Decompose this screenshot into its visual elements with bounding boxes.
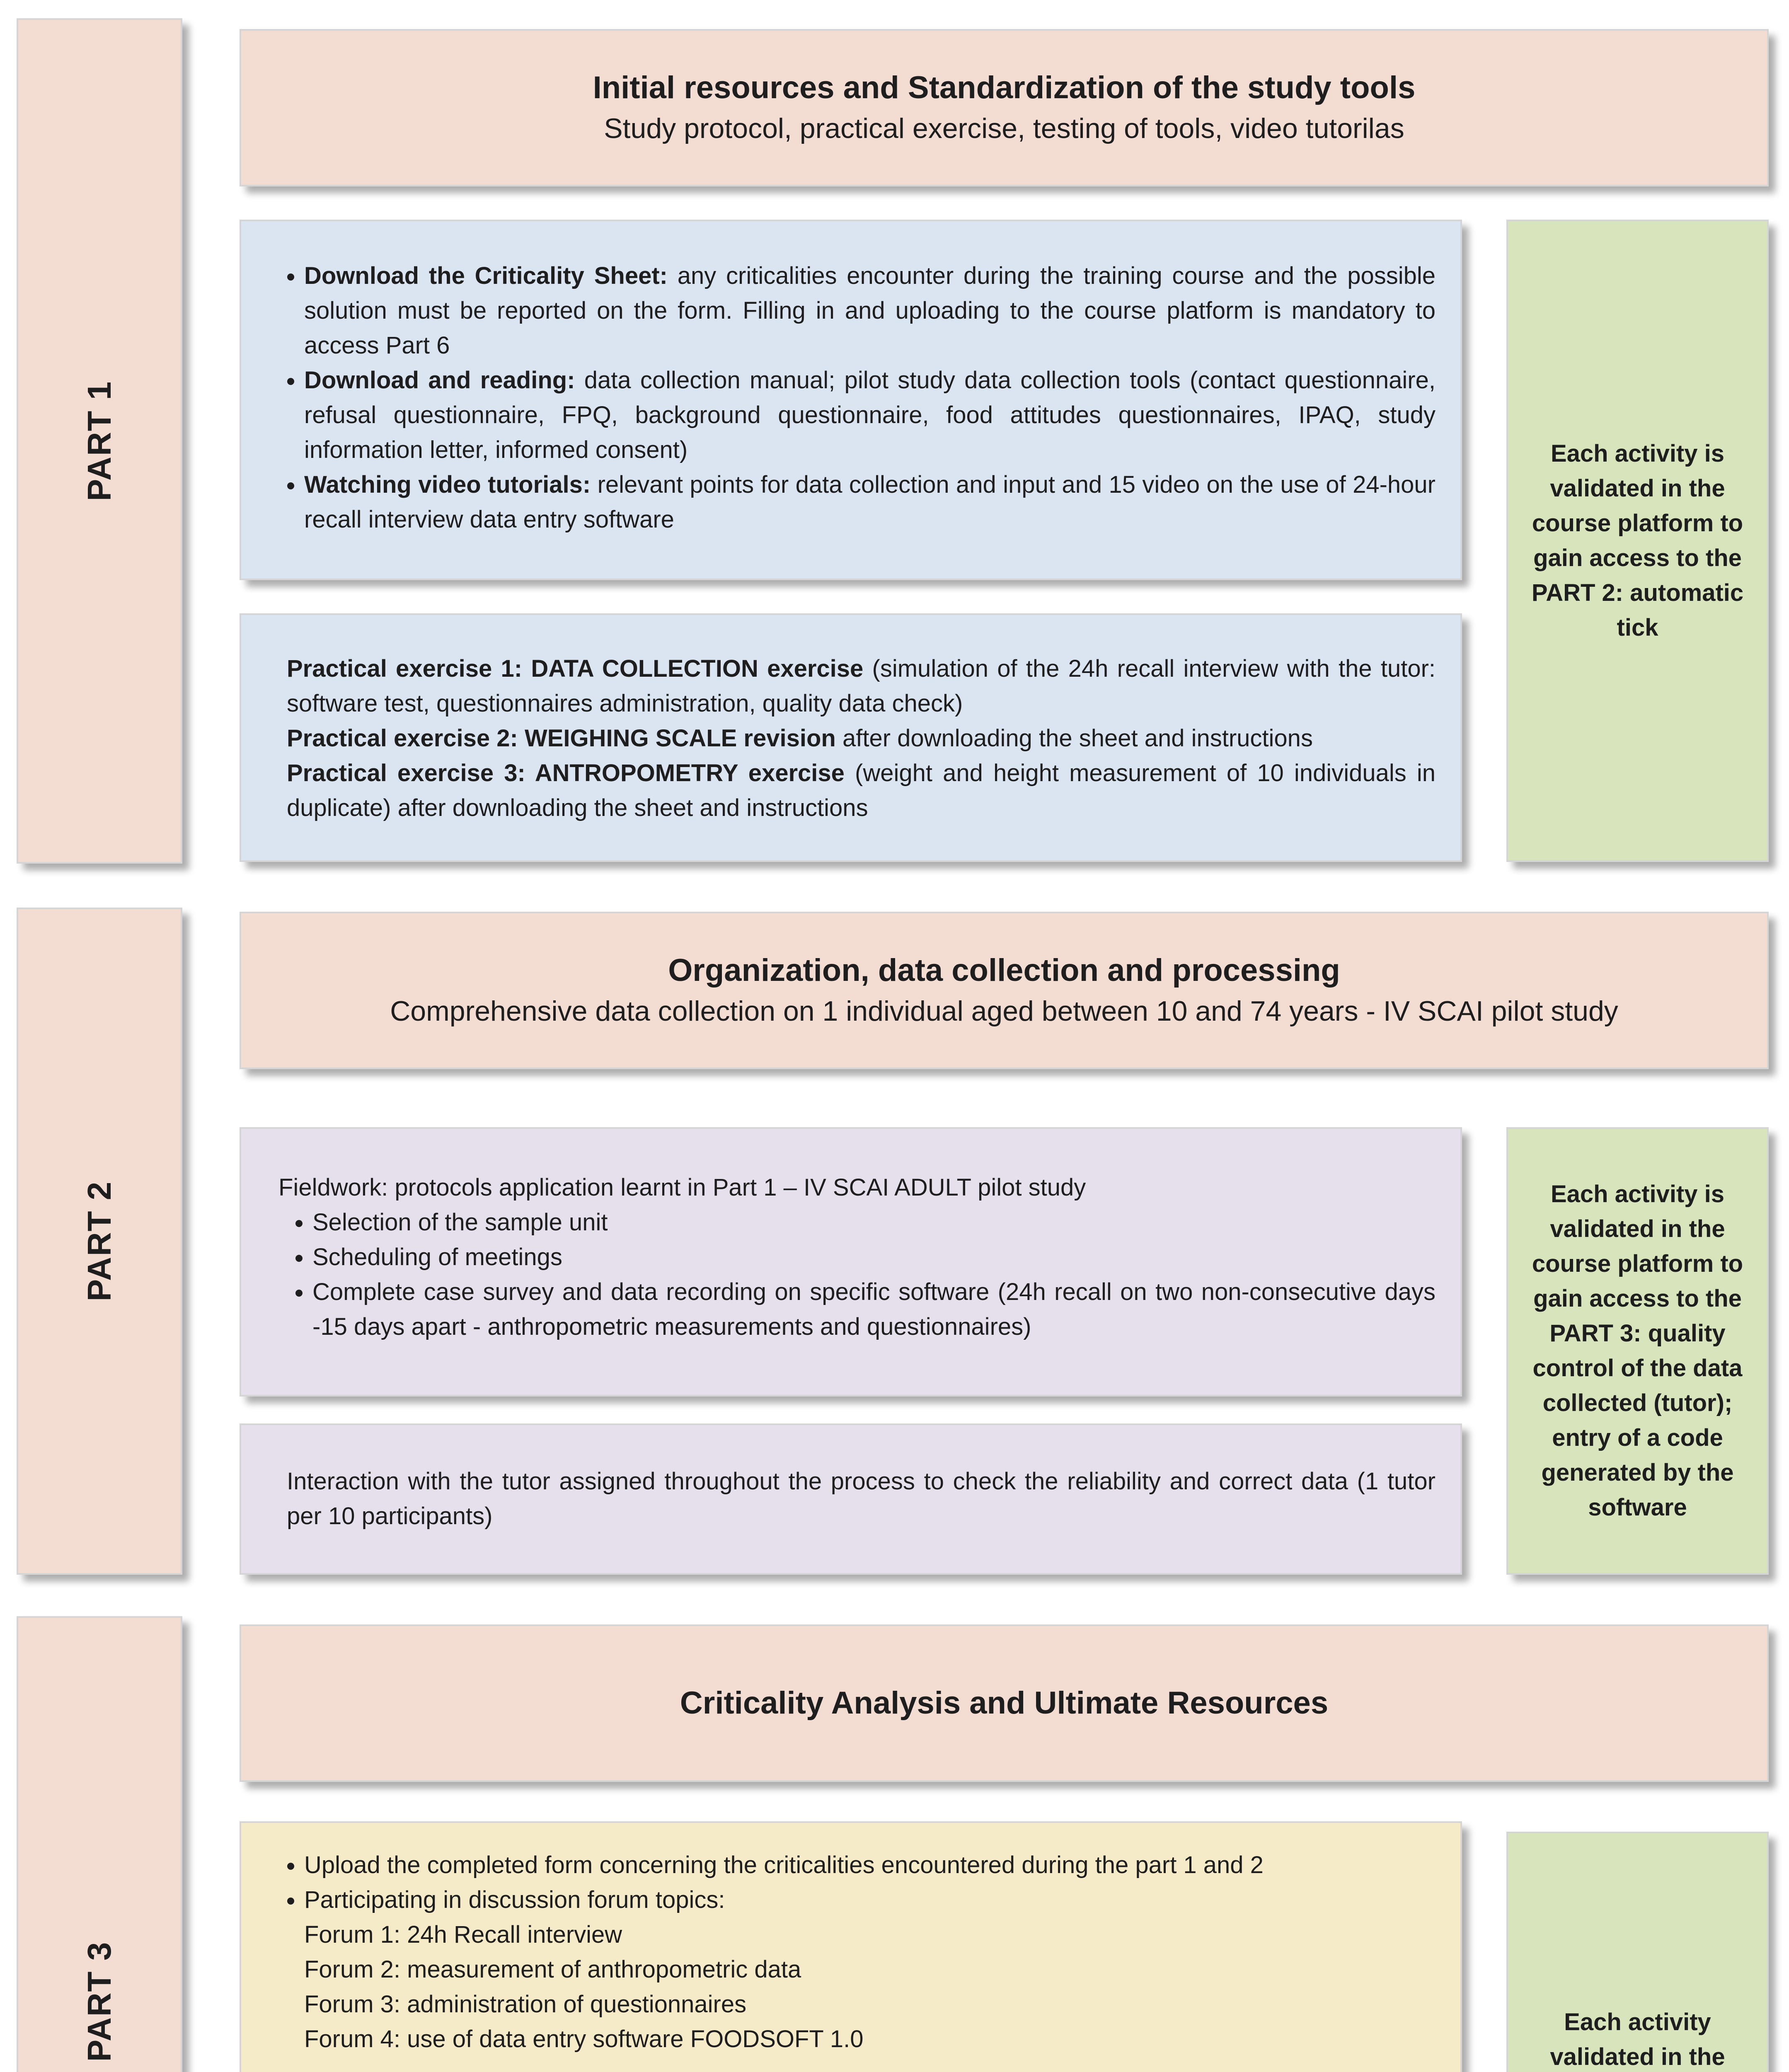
part-1-subtitle: Study protocol, practical exercise, testing of tools, video tutorilas xyxy=(604,113,1404,144)
exercise-item: Practical exercise 1: DATA COLLECTION exercise (simulation of the 24h recall interview with the tutor: software test, questionnaires administration, quality data check) xyxy=(287,655,1436,717)
part-2-fieldwork-box xyxy=(240,1127,1462,1397)
part-3-forum-box xyxy=(240,1821,1462,2072)
part-1-resources-box xyxy=(240,220,1462,580)
list-item: • Scheduling of meetings xyxy=(312,1240,1436,1275)
part-3-validation-box xyxy=(1506,1832,1769,2072)
part-2-label: PART 2 xyxy=(81,1181,118,1302)
forum-item: Forum 4: use of data entry software FOODSOFT 1.0 xyxy=(304,2026,864,2053)
part-2-label-bar xyxy=(17,908,182,1575)
part-3-header xyxy=(240,1624,1769,1782)
part-3-label-bar xyxy=(17,1616,182,2072)
part-2-tutor-box xyxy=(240,1423,1462,1575)
part-2-validation-text: Each activity is validated in the course platform to gain access to the PART 3: quality control of the data collected (tutor); entry of a code generated by the software xyxy=(1532,1181,1743,1521)
list-item: • Participating in discussion forum topics: xyxy=(304,1883,1436,1917)
list-item: • Download and reading: data collection manual; pilot study data collection tools (contact questionnaire, refusal questionnaire, FPQ, background questionnaire, food attitudes questionnaires, IPAQ, study information letter, informed consent) xyxy=(304,363,1436,467)
tutor-text: Interaction with the tutor assigned throughout the process to check the reliability and correct data (1 tutor per 10 participants) xyxy=(287,1468,1436,1530)
list-item: • Complete case survey and data recording on specific software (24h recall on two non-consecutive days -15 days apart - anthropometric measurements and questionnaires) xyxy=(312,1275,1436,1344)
part-1-label: PART 1 xyxy=(81,380,118,501)
part-1-title: Initial resources and Standardization of the study tools xyxy=(593,70,1416,105)
part-2-header xyxy=(240,912,1769,1069)
list-item: • Upload the completed form concerning the criticalities encountered during the part 1 and 2 xyxy=(304,1848,1436,1883)
part-1-label-bar xyxy=(17,18,182,864)
part-3-validation-text: Each activity validated in the xyxy=(1550,2009,1725,2070)
forum-item: Forum 1: 24h Recall interview xyxy=(304,1921,622,1948)
forum-item: Forum 2: measurement of anthropometric data xyxy=(304,1956,801,1983)
part-1-exercises-box xyxy=(240,613,1462,862)
fieldwork-intro: Fieldwork: protocols application learnt in Part 1 – IV SCAI ADULT pilot study xyxy=(278,1174,1086,1201)
exercise-item: Practical exercise 2: WEIGHING SCALE revision after downloading the sheet and instructions xyxy=(287,725,1313,752)
part-2-validation-box xyxy=(1506,1127,1769,1575)
part-1-validation-box xyxy=(1506,220,1769,862)
exercise-item: Practical exercise 3: ANTROPOMETRY exercise (weight and height measurement of 10 individuals in duplicate) after downloading the sheet and instructions xyxy=(287,760,1436,821)
forum-item: Forum 3: administration of questionnaires xyxy=(304,1991,747,2018)
part-2-title: Organization, data collection and processing xyxy=(668,953,1340,988)
list-item: • Selection of the sample unit xyxy=(312,1205,1436,1240)
part-3-title: Criticality Analysis and Ultimate Resources xyxy=(680,1685,1329,1721)
part-2-subtitle: Comprehensive data collection on 1 individual aged between 10 and 74 years - IV SCAI pilot study xyxy=(390,995,1618,1027)
part-1-header xyxy=(240,29,1769,186)
part-1-validation-text: Each activity is validated in the course platform to gain access to the PART 2: automatic tick xyxy=(1531,440,1744,641)
list-item: • Watching video tutorials: relevant points for data collection and input and 15 video on the use of 24-hour recall interview data entry software xyxy=(304,467,1436,537)
list-item: • Download the Criticality Sheet: any criticalities encounter during the training course and the possible solution must be reported on the form. Filling in and uploading to the course platform is mandatory to access Part 6 xyxy=(304,259,1436,363)
part-3-label: PART 3 xyxy=(81,1941,118,2062)
